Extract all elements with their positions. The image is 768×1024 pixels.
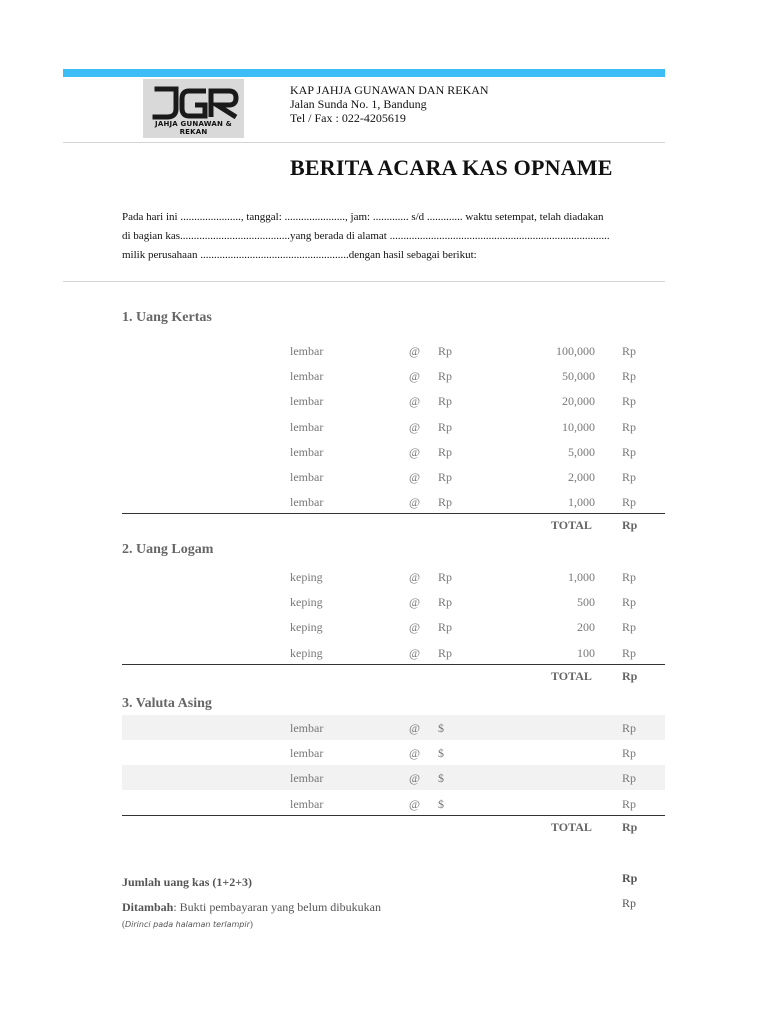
section-title-valuta-asing: 3. Valuta Asing [122, 696, 212, 711]
currency-cell: Rp [438, 344, 453, 358]
at-cell: @ [409, 620, 421, 635]
total-rp: Rp [622, 669, 638, 683]
unit-cell: lembar [290, 746, 324, 761]
rp-cell: Rp [622, 620, 637, 635]
uang-kertas-total-rule [122, 513, 665, 514]
denomination-cell: 1,000 [568, 570, 595, 584]
currency-cell: Rp [438, 419, 453, 434]
unit-cell: lembar [290, 344, 324, 358]
jumlah-uang-kas-rp: Rp [622, 871, 638, 885]
unit-cell: lembar [290, 495, 324, 510]
section-title-uang-kertas: 1. Uang Kertas [122, 310, 212, 325]
document-title: BERITA ACARA KAS OPNAME [290, 155, 613, 180]
firm-info [290, 83, 489, 125]
table-row [122, 640, 665, 665]
rp-cell: Rp [622, 595, 637, 610]
unit-cell: lembar [290, 369, 324, 384]
note-close: ) [249, 919, 253, 929]
intro-paragraph [122, 208, 667, 265]
total-label: TOTAL [551, 518, 592, 532]
firm-phone: Tel / Fax : 022-4205619 [290, 111, 406, 125]
valuta-asing-total-rule [122, 815, 665, 816]
table-row [122, 740, 665, 765]
table-row [122, 439, 665, 464]
at-cell: @ [409, 444, 421, 459]
rp-cell: Rp [622, 394, 637, 409]
at-cell: @ [409, 495, 421, 510]
unit-cell: keping [290, 570, 323, 584]
table-row [122, 414, 665, 439]
at-cell: @ [409, 595, 421, 610]
table-row [122, 388, 665, 413]
rp-cell: Rp [622, 721, 637, 735]
rp-cell: Rp [622, 444, 637, 459]
table-row [122, 338, 665, 363]
at-cell: @ [409, 645, 421, 660]
table-row [122, 715, 665, 740]
header-accent-bar [63, 69, 665, 77]
denomination-cell: 100,000 [556, 344, 595, 358]
currency-cell: Rp [438, 444, 453, 459]
firm-address: Jalan Sunda No. 1, Bandung [290, 97, 427, 111]
ditambah-label: Ditambah [122, 900, 174, 914]
header-divider [63, 142, 665, 143]
rp-cell: Rp [622, 369, 637, 384]
currency-cell: $ [438, 746, 444, 761]
total-label: TOTAL [551, 820, 592, 834]
denomination-cell: 200 [577, 620, 595, 635]
unit-cell: keping [290, 595, 323, 610]
at-cell: @ [409, 570, 421, 584]
rp-cell: Rp [622, 645, 637, 660]
currency-cell: $ [438, 721, 444, 735]
jumlah-uang-kas-label [122, 875, 252, 890]
table-row [122, 564, 665, 589]
at-cell: @ [409, 721, 421, 735]
denomination-cell: 5,000 [568, 444, 595, 459]
currency-cell: Rp [438, 495, 453, 510]
total-rp: Rp [622, 518, 638, 532]
currency-cell: $ [438, 771, 444, 786]
jumlah-label-text: Jumlah uang kas (1+2+3) [122, 875, 253, 889]
currency-cell: Rp [438, 369, 453, 384]
unit-cell: lembar [290, 419, 324, 434]
uang-kertas-total-row [122, 515, 665, 535]
total-label: TOTAL [551, 669, 592, 683]
currency-cell: Rp [438, 620, 453, 635]
unit-cell: lembar [290, 796, 324, 811]
denomination-cell: 100 [577, 645, 595, 660]
intro-line-1: Pada hari ini ......................, tanggal: ......................, jam: ............. s/d ............. waktu setempat, telah diadakan [122, 211, 604, 223]
company-logo [143, 79, 244, 138]
valuta-asing-total-row [122, 817, 665, 837]
rp-cell: Rp [622, 796, 637, 811]
at-cell: @ [409, 746, 421, 761]
denomination-cell: 10,000 [562, 419, 595, 434]
currency-cell: $ [438, 796, 444, 811]
ditambah-text: : Bukti pembayaran yang belum dibukukan [173, 900, 381, 914]
currency-cell: Rp [438, 570, 453, 584]
rp-cell: Rp [622, 495, 637, 510]
unit-cell: keping [290, 645, 323, 660]
unit-cell: lembar [290, 470, 324, 484]
intro-divider [63, 281, 665, 282]
table-row [122, 363, 665, 388]
unit-cell: lembar [290, 394, 324, 409]
currency-cell: Rp [438, 595, 453, 610]
denomination-cell: 2,000 [568, 470, 595, 484]
logo-caption: JAHJA GUNAWAN & REKAN [155, 120, 232, 136]
unit-cell: keping [290, 620, 323, 635]
ditambah-line [122, 900, 381, 915]
total-rp: Rp [622, 820, 638, 834]
intro-line-3: milik perusahaan ......................................................dengan hasil sebagai berikut: [122, 249, 477, 261]
uang-logam-total-rule [122, 664, 665, 665]
note-text: Dirinci pada halaman terlampir [125, 920, 250, 929]
at-cell: @ [409, 419, 421, 434]
at-cell: @ [409, 470, 421, 484]
currency-cell: Rp [438, 470, 453, 484]
at-cell: @ [409, 394, 421, 409]
rp-cell: Rp [622, 470, 637, 484]
table-row [122, 614, 665, 639]
unit-cell: lembar [290, 444, 324, 459]
table-row [122, 765, 665, 790]
unit-cell: lembar [290, 721, 324, 735]
table-row [122, 464, 665, 489]
at-cell: @ [409, 369, 421, 384]
table-row [122, 489, 665, 514]
currency-cell: Rp [438, 645, 453, 660]
unit-cell: lembar [290, 771, 324, 786]
rp-cell: Rp [622, 344, 637, 358]
denomination-cell: 500 [577, 595, 595, 610]
currency-cell: Rp [438, 394, 453, 409]
rp-cell: Rp [622, 419, 637, 434]
denomination-cell: 50,000 [562, 369, 595, 384]
at-cell: @ [409, 344, 421, 358]
uang-logam-total-row [122, 666, 665, 686]
table-row [122, 791, 665, 816]
ditambah-rp: Rp [622, 896, 637, 910]
firm-name: KAP JAHJA GUNAWAN DAN REKAN [290, 83, 489, 97]
at-cell: @ [409, 771, 421, 786]
rp-cell: Rp [622, 570, 637, 584]
intro-line-2: di bagian kas........................................yang berada di alamat ................................................................................ [122, 230, 610, 242]
section-title-uang-logam: 2. Uang Logam [122, 542, 214, 557]
rp-cell: Rp [622, 746, 637, 761]
note-open: ( [122, 919, 125, 929]
denomination-cell: 20,000 [562, 394, 595, 409]
dirinci-note [122, 919, 253, 929]
table-row [122, 589, 665, 614]
at-cell: @ [409, 796, 421, 811]
logo-mark-icon [143, 79, 244, 125]
rp-cell: Rp [622, 771, 637, 786]
denomination-cell: 1,000 [568, 495, 595, 510]
